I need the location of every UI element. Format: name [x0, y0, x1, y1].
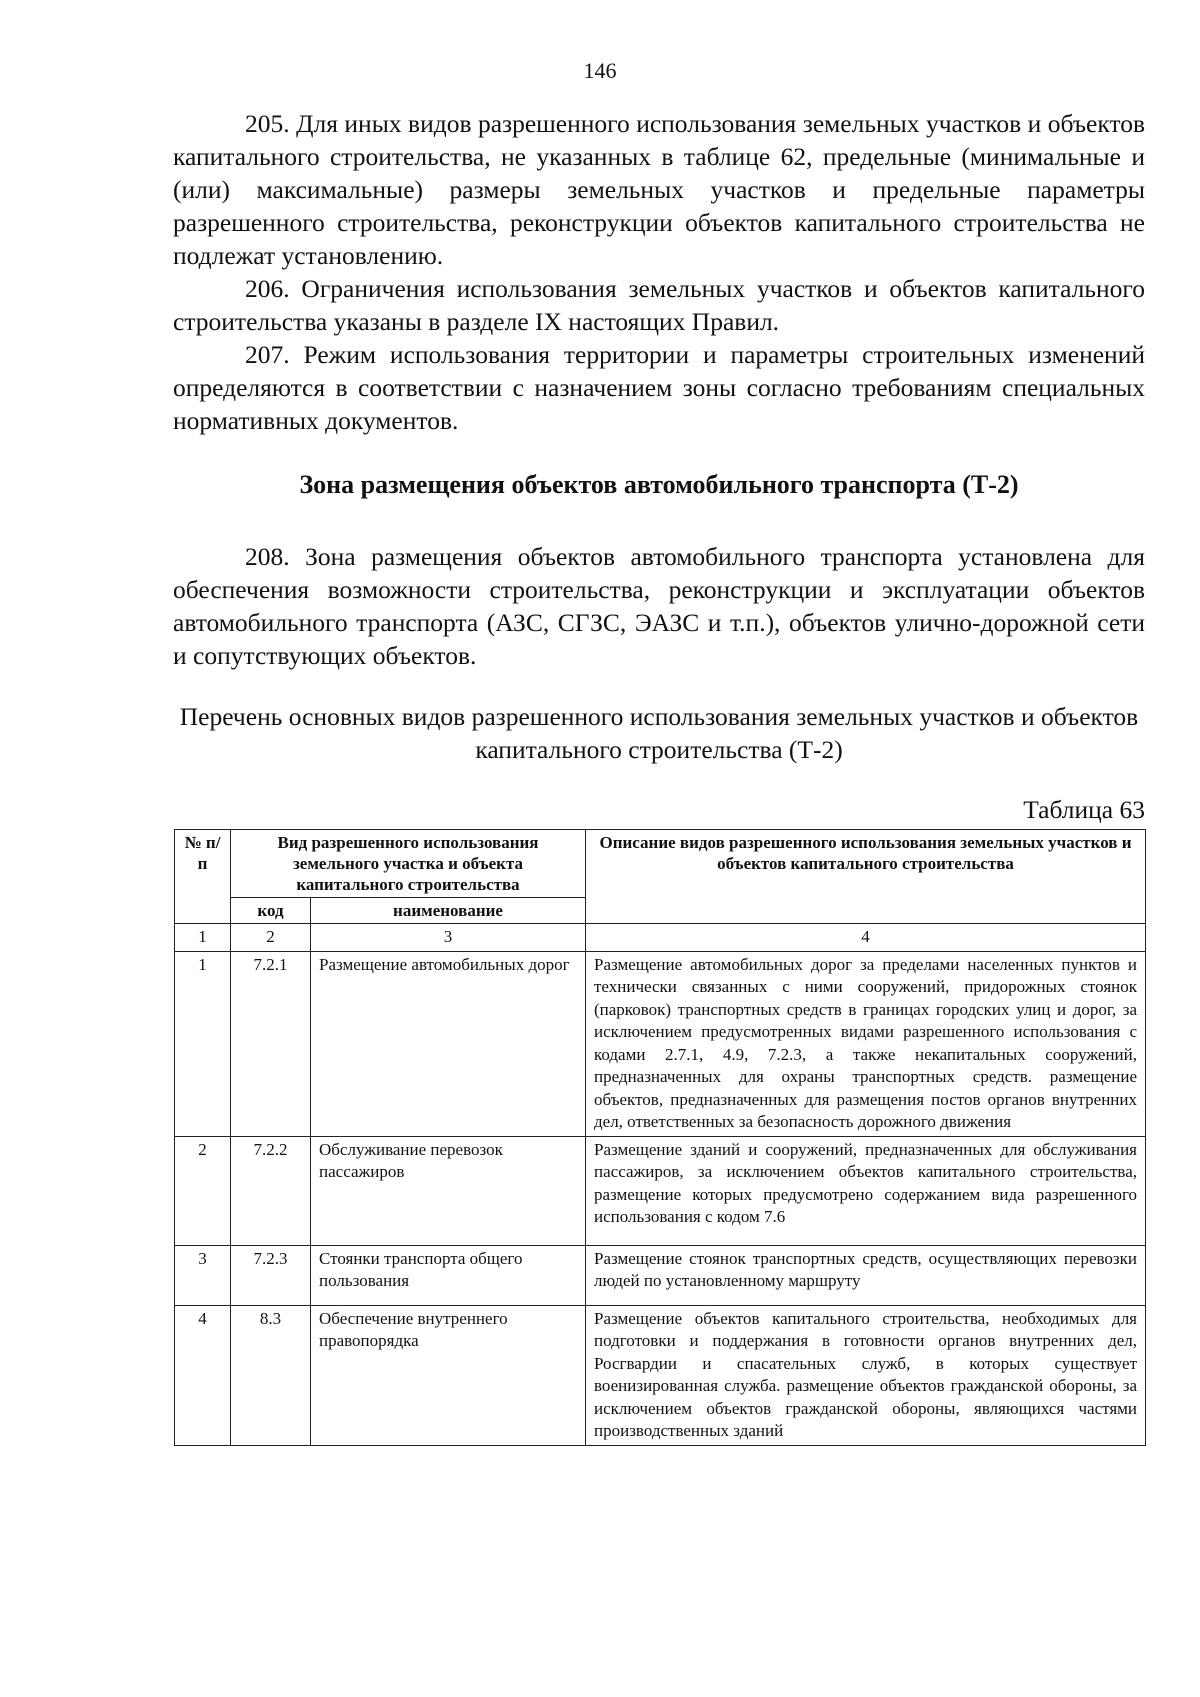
row-num: 3: [175, 1245, 231, 1305]
row-name: Размещение автомобильных дорог: [311, 951, 586, 1136]
table-caption: Перечень основных видов разрешенного использования земельных участков и объектов капитального строительства (Т-2): [179, 702, 1139, 764]
top-paragraphs: [173, 107, 1145, 437]
header-kind: Вид разрешенного использования земельного участка и объекта капитального строительства: [231, 830, 586, 898]
paragraph-208: 208. Зона размещения объектов автомобильного транспорта установлена для обеспечения возможности строительства, реконструкции и эксплуатации объектов автомобильного транспорта (АЗС, СГЗС, ЭАЗС и т.п.), объектов улично-дорожной сети и сопутствующих объектов.: [173, 542, 1145, 670]
row-name: Стоянки транспорта общего пользования: [311, 1245, 586, 1305]
paragraph-208-block: [173, 540, 1145, 672]
header-desc: Описание видов разрешенного использования земельных участков и объектов капитального строительства: [586, 830, 1146, 924]
permitted-use-table: [174, 829, 1146, 1446]
row-desc: Размещение автомобильных дорог за пределами населенных пунктов и технически связанных с ними сооружений, придорожных стоянок (парковок) транспортных средств в границах городских улиц и дорог, за исключением предусмотренных видами разрешенного использования с кодами 2.7.1, 4.9, 7.2.3, а также некапитальных сооружений, предназначенных для охраны транспортных средств. размещение объектов, предназначенных для размещения постов органов внутренних дел, ответственных за безопасность дорожного движения: [586, 951, 1146, 1136]
table-row: [175, 951, 1146, 1136]
colnum-4: 4: [586, 924, 1146, 952]
row-desc: Размещение зданий и сооружений, предназначенных для обслуживания пассажиров, за исключением объектов капитального строительства, размещение которых предусмотрено содержанием вида разрешенного использования с кодом 7.6: [586, 1136, 1146, 1245]
row-num: 2: [175, 1136, 231, 1245]
header-num: № п/п: [175, 830, 231, 924]
colnum-3: 3: [311, 924, 586, 952]
row-num: 4: [175, 1305, 231, 1445]
row-desc: Размещение стоянок транспортных средств, осуществляющих перевозки людей по установленному маршруту: [586, 1245, 1146, 1305]
header-code: код: [231, 898, 311, 924]
row-code: 7.2.2: [231, 1136, 311, 1245]
table-label: Таблица 63: [1023, 795, 1145, 824]
table-row: [175, 1305, 1146, 1445]
table-row: [175, 1136, 1146, 1245]
row-name: Обслуживание перевозок пассажиров: [311, 1136, 586, 1245]
row-name: Обеспечение внутреннего правопорядка: [311, 1305, 586, 1445]
table-header-row: [175, 830, 1146, 898]
colnum-2: 2: [231, 924, 311, 952]
table-row: [175, 1245, 1146, 1305]
row-num: 1: [175, 951, 231, 1136]
paragraph-207: 207. Режим использования территории и параметры строительных изменений определяются в соответствии с назначением зоны согласно требованиям специальных нормативных документов.: [173, 340, 1145, 435]
page-number: 146: [583, 58, 617, 83]
section-heading: Зона размещения объектов автомобильного транспорта (Т-2): [299, 470, 1019, 499]
paragraph-205: 205. Для иных видов разрешенного использования земельных участков и объектов капитального строительства, не указанных в таблице 62, предельные (минимальные и (или) максимальные) размеры земельных участков и предельные параметры разрешенного строительства, реконструкции объектов капитального строительства не подлежат установлению.: [173, 109, 1145, 270]
colnum-1: 1: [175, 924, 231, 952]
row-code: 7.2.1: [231, 951, 311, 1136]
paragraph-206: 206. Ограничения использования земельных участков и объектов капитального строительства указаны в разделе IX настоящих Правил.: [173, 274, 1145, 336]
row-code: 7.2.3: [231, 1245, 311, 1305]
header-name: наименование: [311, 898, 586, 924]
row-desc: Размещение объектов капитального строительства, необходимых для подготовки и поддержания в готовности органов внутренних дел, Росгвардии и спасательных служб, в которых существует военизированная служба. размещение объектов гражданской обороны, за исключением объектов гражданской обороны, являющихся частями производственных зданий: [586, 1305, 1146, 1445]
table-colnum-row: [175, 924, 1146, 952]
row-code: 8.3: [231, 1305, 311, 1445]
